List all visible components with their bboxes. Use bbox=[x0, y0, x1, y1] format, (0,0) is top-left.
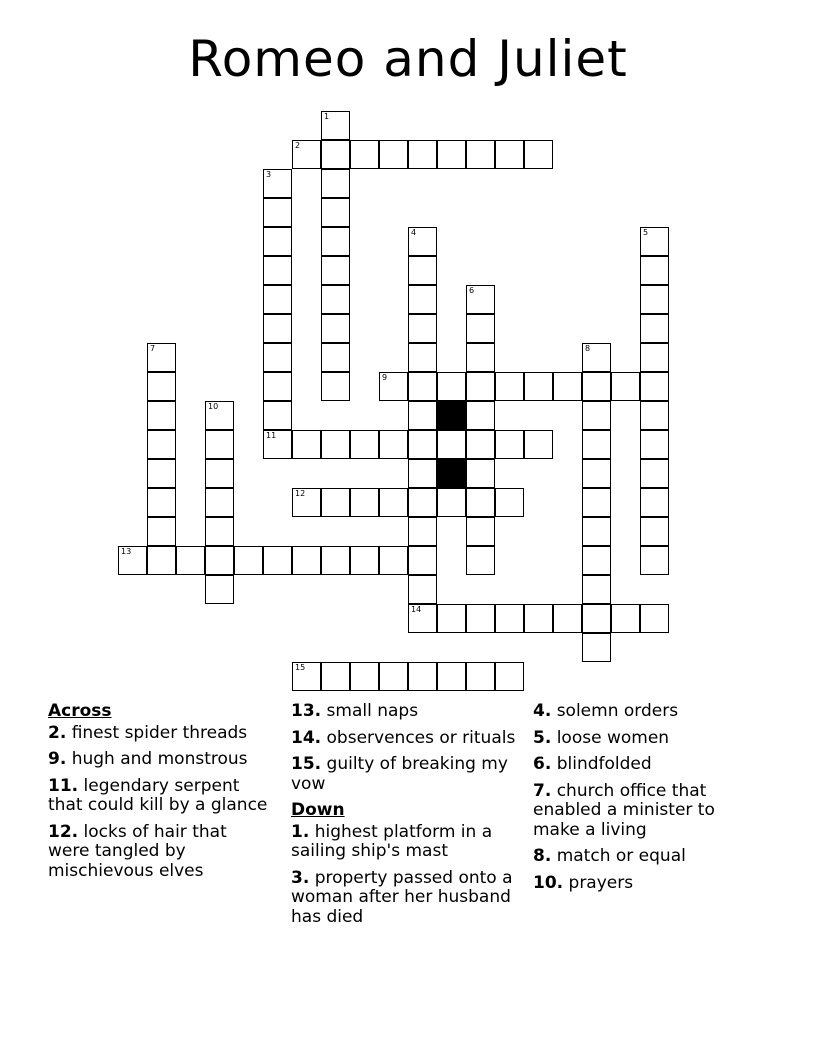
grid-cell[interactable] bbox=[321, 227, 350, 256]
grid-cell[interactable] bbox=[263, 169, 292, 198]
grid-cell[interactable] bbox=[495, 662, 524, 691]
grid-cell[interactable] bbox=[379, 430, 408, 459]
down-heading: Down bbox=[291, 800, 345, 820]
grid-cell[interactable] bbox=[263, 401, 292, 430]
grid-cell[interactable] bbox=[640, 343, 669, 372]
grid-cell[interactable] bbox=[263, 546, 292, 575]
grid-cell[interactable] bbox=[379, 546, 408, 575]
grid-cell[interactable] bbox=[321, 488, 350, 517]
grid-cell[interactable] bbox=[640, 227, 669, 256]
grid-cell[interactable] bbox=[263, 314, 292, 343]
clue-down-10: 10. prayers bbox=[533, 872, 634, 893]
grid-cell[interactable] bbox=[176, 546, 205, 575]
clue-down-7: 7. church office that enabled a minister to make a living bbox=[533, 780, 715, 840]
clue-across-12: 12. locks of hair that were tangled by mischievous elves bbox=[48, 821, 227, 881]
clue-across-15: 15. guilty of breaking my vow bbox=[291, 754, 508, 794]
grid-cell[interactable] bbox=[582, 546, 611, 575]
grid-cell[interactable] bbox=[408, 604, 437, 633]
grid-cell[interactable] bbox=[263, 285, 292, 314]
grid-cell[interactable] bbox=[350, 140, 379, 169]
grid-cell[interactable] bbox=[582, 517, 611, 546]
grid-cell[interactable] bbox=[205, 546, 234, 575]
clue-number: 13 bbox=[121, 547, 132, 556]
grid-cell[interactable] bbox=[582, 430, 611, 459]
grid-cell[interactable] bbox=[350, 488, 379, 517]
grid-cell[interactable] bbox=[147, 430, 176, 459]
grid-cell[interactable] bbox=[640, 546, 669, 575]
grid-cell[interactable] bbox=[524, 140, 553, 169]
grid-cell[interactable] bbox=[205, 517, 234, 546]
grid-cell[interactable] bbox=[466, 401, 495, 430]
grid-cell[interactable] bbox=[263, 256, 292, 285]
grid-cell[interactable] bbox=[321, 285, 350, 314]
clue-number: 15 bbox=[295, 663, 306, 672]
grid-cell[interactable] bbox=[205, 459, 234, 488]
grid-cell[interactable] bbox=[524, 430, 553, 459]
clue-number: 8 bbox=[585, 344, 591, 353]
clues-column-2 bbox=[291, 702, 516, 934]
black-cell bbox=[437, 401, 466, 430]
grid-cell[interactable] bbox=[321, 662, 350, 691]
grid-cell[interactable] bbox=[437, 488, 466, 517]
grid-cell[interactable] bbox=[466, 285, 495, 314]
grid-cell[interactable] bbox=[408, 459, 437, 488]
grid-cell[interactable] bbox=[147, 517, 176, 546]
grid-cell[interactable] bbox=[466, 662, 495, 691]
grid-cell[interactable] bbox=[321, 314, 350, 343]
grid-cell[interactable] bbox=[437, 662, 466, 691]
grid-cell[interactable] bbox=[553, 604, 582, 633]
clue-number: 1 bbox=[324, 112, 330, 121]
grid-cell[interactable] bbox=[147, 459, 176, 488]
grid-cell[interactable] bbox=[205, 430, 234, 459]
grid-cell[interactable] bbox=[524, 372, 553, 401]
grid-cell[interactable] bbox=[640, 256, 669, 285]
clue-number: 4 bbox=[411, 228, 417, 237]
grid-cell[interactable] bbox=[408, 314, 437, 343]
clue-across-11: 11. legendary serpent that could kill by a glance bbox=[48, 775, 268, 815]
grid-cell[interactable] bbox=[582, 401, 611, 430]
grid-cell[interactable] bbox=[640, 459, 669, 488]
grid-cell[interactable] bbox=[263, 198, 292, 227]
grid-cell[interactable] bbox=[321, 140, 350, 169]
grid-cell[interactable] bbox=[321, 372, 350, 401]
grid-cell[interactable] bbox=[408, 662, 437, 691]
grid-cell[interactable] bbox=[466, 546, 495, 575]
page-title: Romeo and Juliet bbox=[188, 30, 628, 88]
clue-down-8: 8. match or equal bbox=[533, 846, 686, 866]
grid-cell[interactable] bbox=[553, 372, 582, 401]
grid-cell[interactable] bbox=[495, 488, 524, 517]
clue-down-4: 4. solemn orders bbox=[533, 701, 679, 721]
grid-cell[interactable] bbox=[321, 256, 350, 285]
grid-cell[interactable] bbox=[321, 111, 350, 140]
grid-cell[interactable] bbox=[205, 488, 234, 517]
grid-cell[interactable] bbox=[437, 604, 466, 633]
clue-across-2: 2. finest spider threads bbox=[48, 722, 248, 743]
clue-number: 6 bbox=[469, 286, 475, 295]
grid-cell[interactable] bbox=[408, 575, 437, 604]
grid-cell[interactable] bbox=[640, 488, 669, 517]
grid-cell[interactable] bbox=[292, 662, 321, 691]
grid-cell[interactable] bbox=[408, 227, 437, 256]
grid-cell[interactable] bbox=[292, 140, 321, 169]
grid-cell[interactable] bbox=[437, 372, 466, 401]
grid-cell[interactable] bbox=[582, 604, 611, 633]
across-heading: Across bbox=[48, 701, 112, 721]
clue-across-13: 13. small naps bbox=[291, 701, 419, 721]
black-cell bbox=[437, 459, 466, 488]
grid-cell[interactable] bbox=[408, 285, 437, 314]
grid-cell[interactable] bbox=[350, 546, 379, 575]
grid-cell[interactable] bbox=[582, 488, 611, 517]
grid-cell[interactable] bbox=[466, 140, 495, 169]
clues-column-3 bbox=[533, 702, 763, 900]
clue-number: 14 bbox=[411, 605, 422, 614]
grid-cell[interactable] bbox=[611, 604, 640, 633]
grid-cell[interactable] bbox=[408, 401, 437, 430]
grid-cell[interactable] bbox=[263, 227, 292, 256]
grid-cell[interactable] bbox=[524, 604, 553, 633]
grid-cell[interactable] bbox=[495, 430, 524, 459]
grid-cell[interactable] bbox=[408, 430, 437, 459]
grid-cell[interactable] bbox=[611, 372, 640, 401]
grid-cell[interactable] bbox=[234, 546, 263, 575]
grid-cell[interactable] bbox=[321, 343, 350, 372]
grid-cell[interactable] bbox=[263, 430, 292, 459]
grid-cell[interactable] bbox=[350, 662, 379, 691]
grid-cell[interactable] bbox=[495, 604, 524, 633]
grid-cell[interactable] bbox=[205, 575, 234, 604]
grid-cell[interactable] bbox=[321, 198, 350, 227]
grid-cell[interactable] bbox=[292, 430, 321, 459]
grid-cell[interactable] bbox=[640, 285, 669, 314]
grid-cell[interactable] bbox=[582, 459, 611, 488]
grid-cell[interactable] bbox=[495, 140, 524, 169]
grid-cell[interactable] bbox=[147, 546, 176, 575]
grid-cell[interactable] bbox=[640, 517, 669, 546]
grid-cell[interactable] bbox=[379, 372, 408, 401]
clue-number: 3 bbox=[266, 170, 272, 179]
grid-cell[interactable] bbox=[408, 343, 437, 372]
clue-number: 12 bbox=[295, 489, 306, 498]
grid-cell[interactable] bbox=[147, 401, 176, 430]
grid-cell[interactable] bbox=[466, 459, 495, 488]
clue-down-3: 3. property passed onto a woman after her husband has died bbox=[291, 867, 513, 927]
grid-cell[interactable] bbox=[437, 140, 466, 169]
grid-cell[interactable] bbox=[321, 430, 350, 459]
clue-across-9: 9. hugh and monstrous bbox=[48, 749, 248, 769]
clue-number: 10 bbox=[208, 402, 219, 411]
clues-column-1 bbox=[48, 702, 273, 888]
grid-cell[interactable] bbox=[582, 575, 611, 604]
grid-cell[interactable] bbox=[263, 372, 292, 401]
grid-cell[interactable] bbox=[582, 372, 611, 401]
clue-number: 5 bbox=[643, 228, 649, 237]
clue-down-1: 1. highest platform in a sailing ship's mast bbox=[291, 821, 493, 861]
grid-cell[interactable] bbox=[408, 256, 437, 285]
grid-cell[interactable] bbox=[466, 517, 495, 546]
grid-cell[interactable] bbox=[292, 546, 321, 575]
grid-cell[interactable] bbox=[495, 372, 524, 401]
grid-cell[interactable] bbox=[321, 169, 350, 198]
grid-cell[interactable] bbox=[582, 633, 611, 662]
grid-cell[interactable] bbox=[582, 343, 611, 372]
grid-cell[interactable] bbox=[147, 343, 176, 372]
grid-cell[interactable] bbox=[205, 401, 234, 430]
grid-cell[interactable] bbox=[263, 343, 292, 372]
grid-cell[interactable] bbox=[147, 372, 176, 401]
grid-cell[interactable] bbox=[437, 430, 466, 459]
grid-cell[interactable] bbox=[118, 546, 147, 575]
clue-number: 11 bbox=[266, 431, 277, 440]
grid-cell[interactable] bbox=[640, 401, 669, 430]
grid-cell[interactable] bbox=[640, 430, 669, 459]
clue-number: 2 bbox=[295, 141, 301, 150]
grid-cell[interactable] bbox=[408, 488, 437, 517]
grid-cell[interactable] bbox=[379, 662, 408, 691]
grid-cell[interactable] bbox=[408, 517, 437, 546]
grid-cell[interactable] bbox=[466, 604, 495, 633]
grid-cell[interactable] bbox=[466, 314, 495, 343]
clue-down-5: 5. loose women bbox=[533, 727, 670, 748]
grid-cell[interactable] bbox=[640, 372, 669, 401]
grid-cell[interactable] bbox=[408, 372, 437, 401]
grid-cell[interactable] bbox=[379, 140, 408, 169]
grid-cell[interactable] bbox=[466, 372, 495, 401]
grid-cell[interactable] bbox=[292, 488, 321, 517]
clue-down-6: 6. blindfolded bbox=[533, 754, 652, 774]
grid-cell[interactable] bbox=[640, 604, 669, 633]
clue-across-14: 14. observences or rituals bbox=[291, 727, 516, 748]
grid-cell[interactable] bbox=[379, 488, 408, 517]
grid-cell[interactable] bbox=[466, 343, 495, 372]
grid-cell[interactable] bbox=[640, 314, 669, 343]
grid-cell[interactable] bbox=[147, 488, 176, 517]
grid-cell[interactable] bbox=[466, 488, 495, 517]
clue-number: 9 bbox=[382, 373, 388, 382]
clue-number: 7 bbox=[150, 344, 156, 353]
grid-cell[interactable] bbox=[466, 430, 495, 459]
grid-cell[interactable] bbox=[350, 430, 379, 459]
grid-cell[interactable] bbox=[408, 546, 437, 575]
grid-cell[interactable] bbox=[321, 546, 350, 575]
grid-cell[interactable] bbox=[408, 140, 437, 169]
